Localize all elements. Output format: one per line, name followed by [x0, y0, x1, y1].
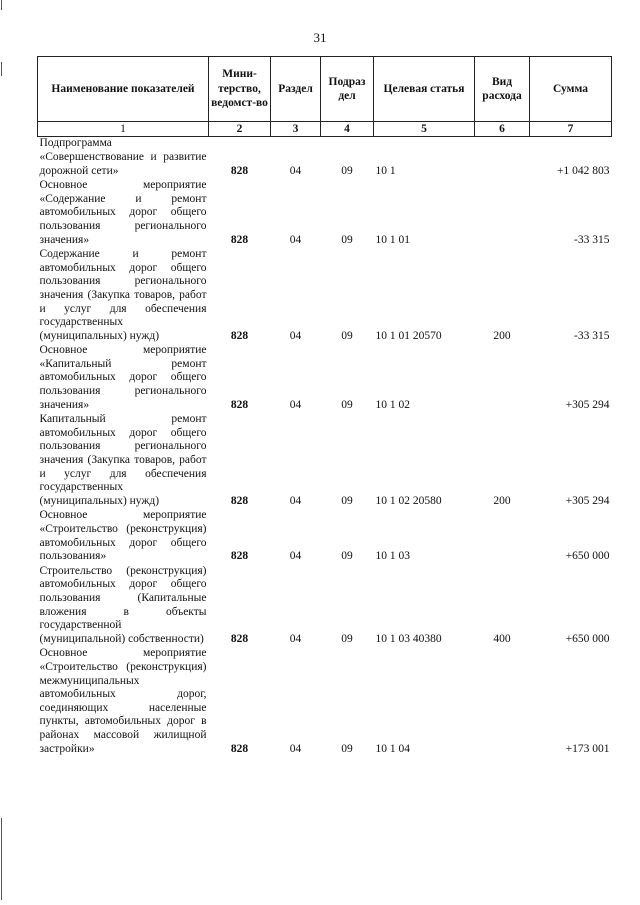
column-number: 3	[271, 122, 321, 137]
row-name: Основное мероприятие «Строительство (реконструкция) межмуниципальных автомобильных дорог, соединяющих населенные пункты, автомобильных дорог в районах массовой жилищной застройки»	[39, 647, 207, 755]
row-ministry: 828	[230, 632, 249, 645]
row-target: 10 1	[375, 164, 396, 177]
row-type	[475, 137, 530, 179]
row-ministry: 828	[230, 329, 249, 342]
row-ministry: 828	[230, 550, 249, 563]
row-section: 04	[289, 632, 302, 645]
row-section: 04	[289, 233, 302, 246]
table-row	[38, 248, 612, 344]
table-row	[38, 179, 612, 248]
row-subsection: 09	[341, 550, 353, 563]
row-target: 10 1 03	[375, 550, 410, 563]
table-row	[38, 413, 612, 509]
header-target: Целевая статья	[374, 57, 475, 122]
margin-mark-upper	[1, 62, 2, 76]
row-name: Капитальный ремонт автомобильных дорог общего пользования регионального значения (Закупка товаров, работ и услуг для обеспечения государственных (муниципальных) нужд)	[39, 413, 207, 507]
row-ministry: 828	[230, 233, 249, 246]
row-name: Основное мероприятие «Строительство (реконструкция) автомобильных дорог общего пользования»	[39, 509, 207, 563]
row-ministry: 828	[230, 742, 249, 755]
row-section: 04	[289, 550, 302, 563]
row-subsection: 09	[341, 398, 353, 411]
table-row	[38, 344, 612, 413]
row-subsection: 09	[341, 632, 353, 645]
row-ministry: 828	[230, 494, 249, 507]
table-row	[38, 647, 612, 757]
column-number-row	[38, 122, 612, 137]
row-type	[475, 509, 530, 564]
row-sum: +650 000	[565, 550, 610, 563]
row-sum: -33 315	[574, 233, 610, 246]
row-name: Основное мероприятие «Содержание и ремонт автомобильных дорог общего пользования регионального значения»	[39, 179, 207, 246]
page-number: 31	[313, 30, 327, 45]
header-sum: Сумма	[530, 57, 612, 122]
row-type	[475, 647, 530, 757]
column-number: 5	[374, 122, 475, 137]
column-number: 2	[209, 122, 271, 137]
header-subsection: Подраз дел	[321, 57, 374, 122]
row-target: 10 1 01	[375, 233, 410, 246]
header-ministry: Мини-терство, ведомст-во	[209, 57, 271, 122]
row-type: 200	[493, 494, 511, 507]
margin-mark-top	[1, 0, 2, 10]
row-sum: +1 042 803	[557, 164, 610, 177]
row-target: 10 1 02 20580	[375, 494, 442, 507]
row-section: 04	[289, 329, 302, 342]
row-section: 04	[289, 398, 302, 411]
column-number: 6	[475, 122, 530, 137]
table-row	[38, 565, 612, 648]
column-number: 1	[38, 122, 209, 137]
row-section: 04	[289, 742, 302, 755]
column-number: 7	[530, 122, 612, 137]
row-sum: +650 000	[565, 632, 610, 645]
row-target: 10 1 04	[375, 742, 410, 755]
row-sum: +305 294	[565, 398, 610, 411]
row-name: Основное мероприятие «Капитальный ремонт автомобильных дорог общего пользования регионального значения»	[39, 344, 207, 411]
header-section: Раздел	[271, 57, 321, 122]
row-sum: +173 001	[565, 742, 610, 755]
margin-mark-bottom	[1, 818, 2, 900]
row-sum: +305 294	[565, 494, 610, 507]
row-section: 04	[289, 494, 302, 507]
row-ministry: 828	[230, 164, 249, 177]
row-target: 10 1 03 40380	[375, 632, 442, 645]
row-subsection: 09	[341, 329, 353, 342]
budget-table	[37, 56, 612, 757]
row-subsection: 09	[341, 494, 353, 507]
row-name: Строительство (реконструкция) автомобильных дорог общего пользования (Капитальные вложения в объекты государственной (муниципальной) собственности)	[39, 564, 207, 645]
row-type	[475, 179, 530, 248]
row-type: 400	[493, 632, 511, 645]
column-number: 4	[321, 122, 374, 137]
row-subsection: 09	[341, 742, 353, 755]
header-row	[38, 57, 612, 122]
row-target: 10 1 01 20570	[375, 329, 442, 342]
header-name: Наименование показателей	[38, 57, 209, 122]
table-row	[38, 509, 612, 564]
row-type	[475, 344, 530, 413]
row-ministry: 828	[230, 398, 249, 411]
row-sum: -33 315	[574, 329, 610, 342]
row-subsection: 09	[341, 164, 353, 177]
header-type: Вид расхода	[475, 57, 530, 122]
table-row	[38, 137, 612, 179]
row-name: Подпрограмма «Совершенствование и развитие дорожной сети»	[39, 137, 207, 177]
row-name: Содержание и ремонт автомобильных дорог общего пользования регионального значения (Закупка товаров, работ и услуг для обеспечения государственных (муниципальных) нужд)	[39, 248, 207, 342]
row-subsection: 09	[341, 233, 353, 246]
row-section: 04	[289, 164, 302, 177]
row-type: 200	[493, 329, 511, 342]
row-target: 10 1 02	[375, 398, 410, 411]
